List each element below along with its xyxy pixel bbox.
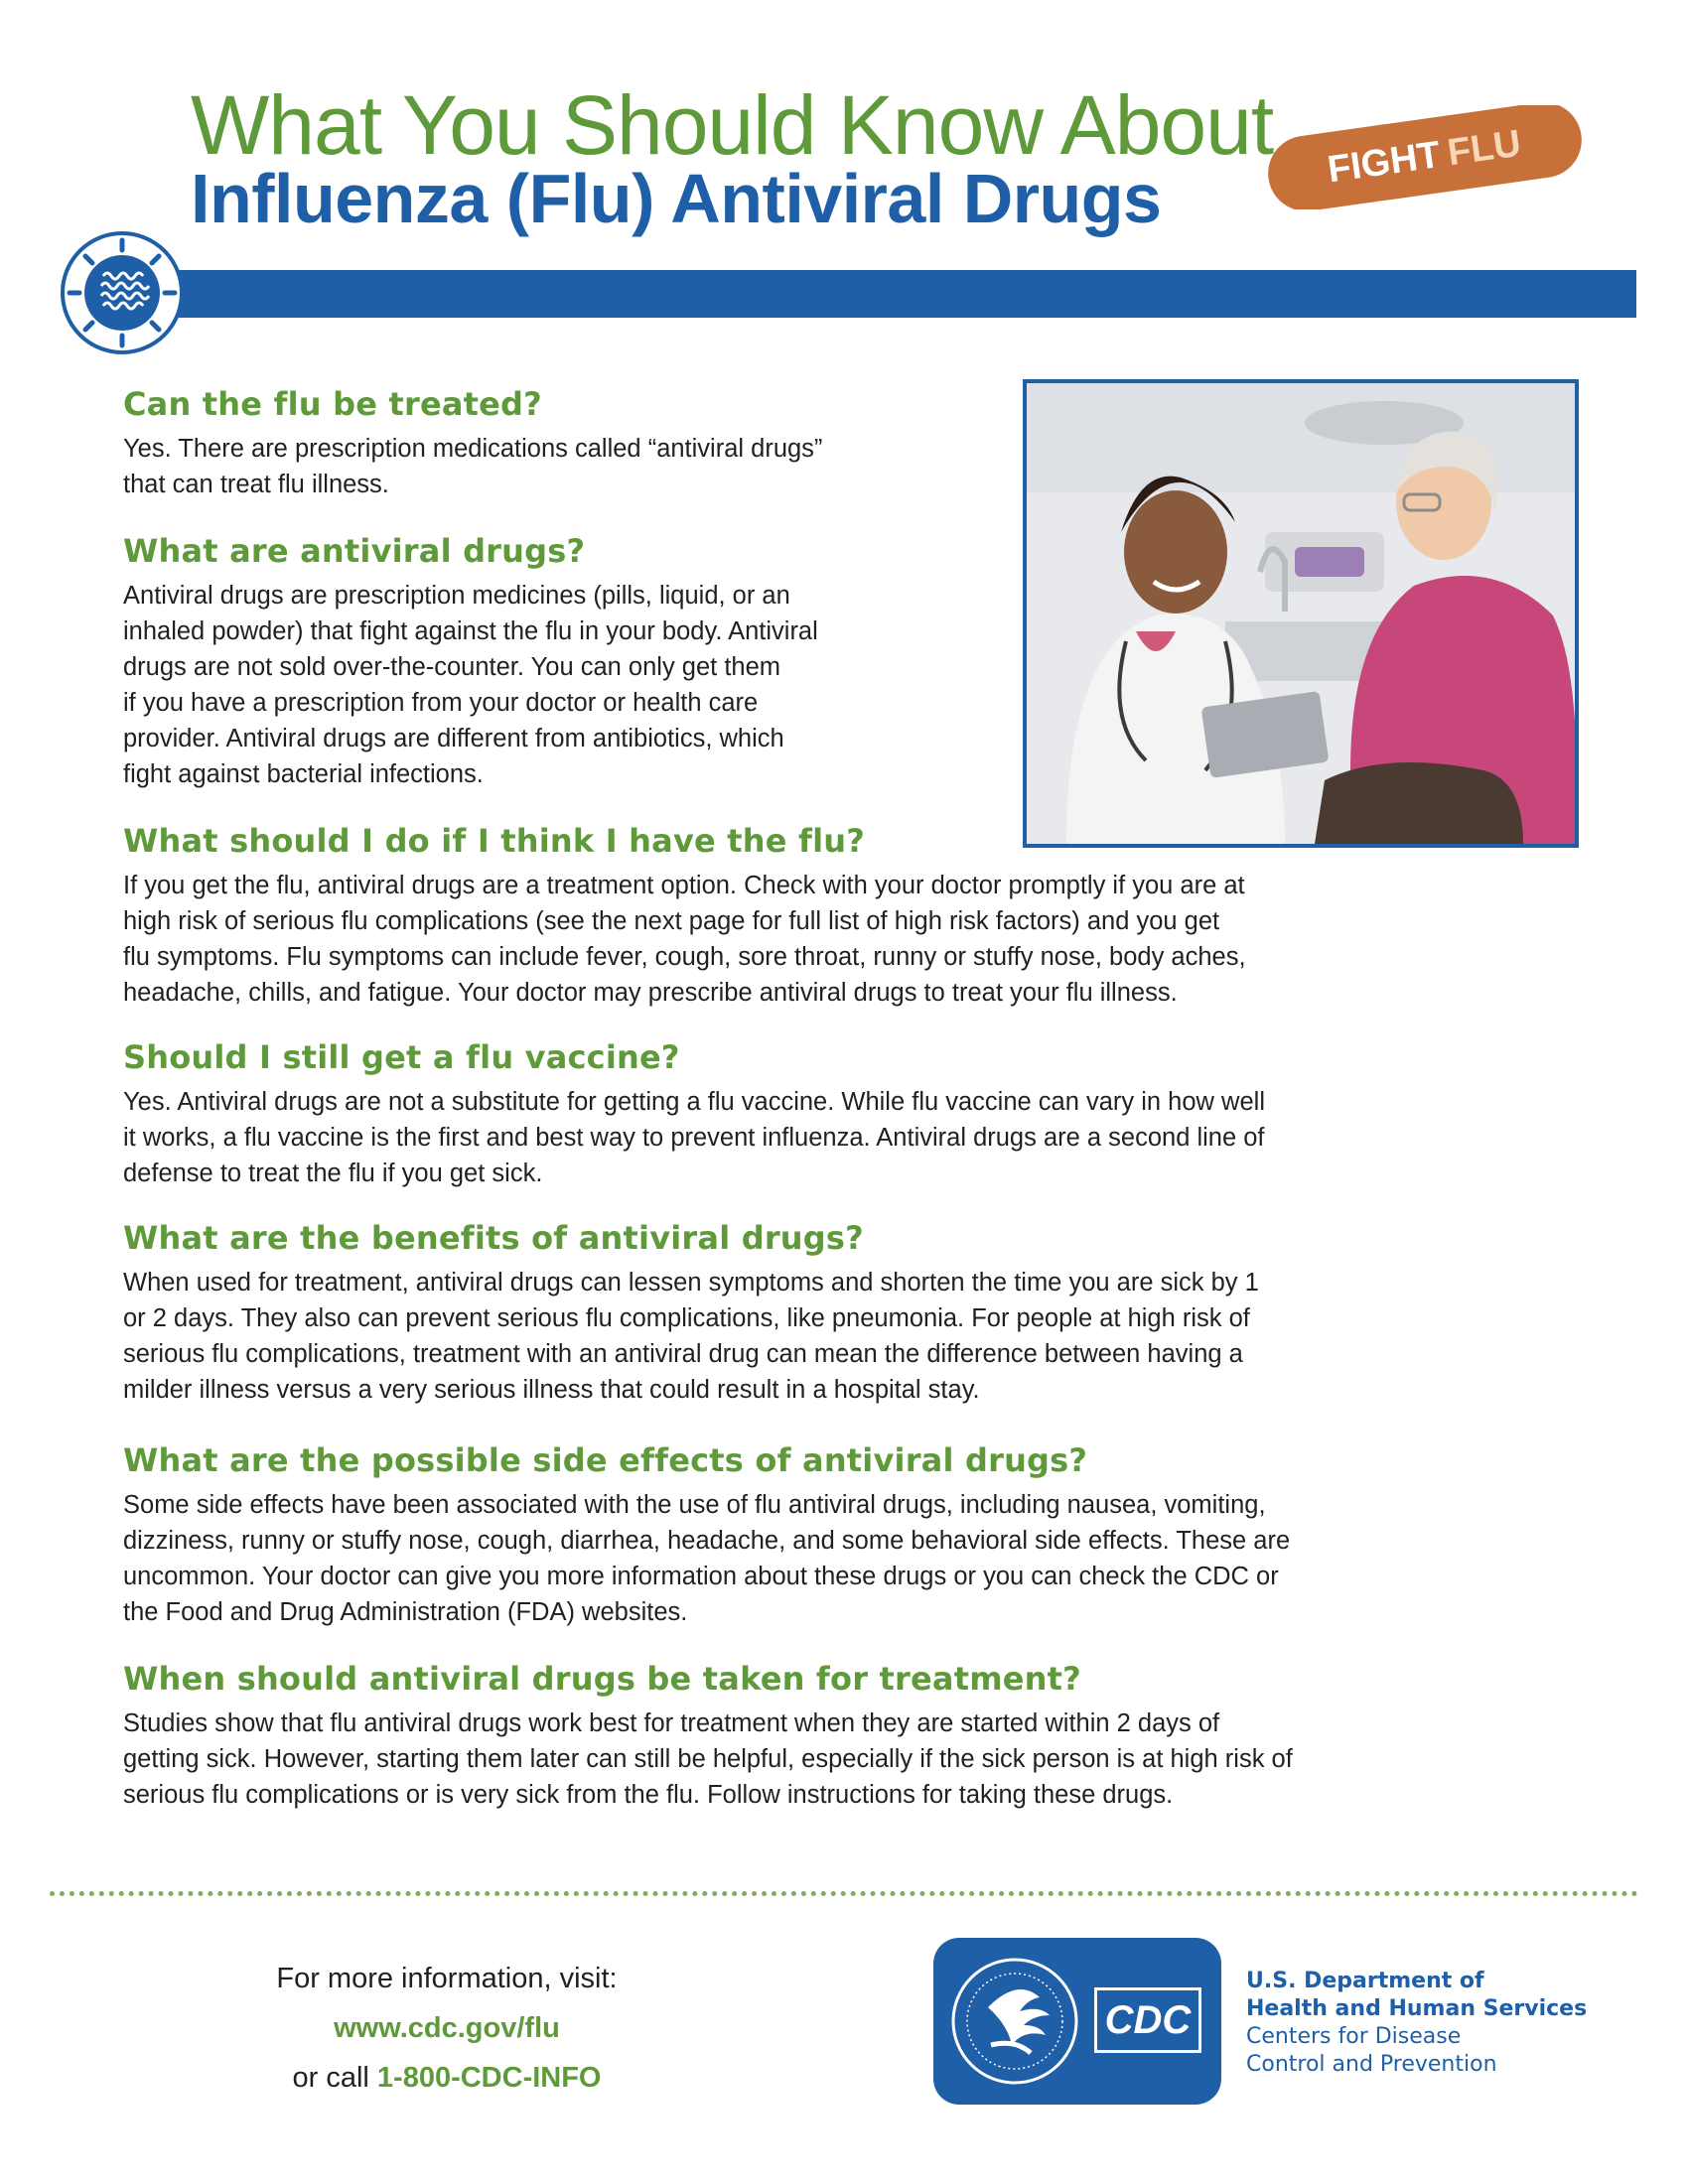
section-question: What are the benefits of antiviral drugs?	[123, 1219, 864, 1257]
section-question: Can the flu be treated?	[123, 385, 542, 423]
call-prefix: or call	[292, 2062, 369, 2094]
section-what-are-antivirals	[123, 532, 818, 792]
section-can-flu-be-treated	[123, 385, 822, 502]
flu-virus-icon	[56, 226, 189, 359]
fight-flu-badge	[1253, 105, 1596, 209]
section-question: When should antiviral drugs be taken for treatment?	[123, 1660, 1081, 1698]
footer-divider	[50, 1891, 1638, 1896]
section-answer: If you get the flu, antiviral drugs are a treatment option. Check with your doctor promptly if you are at high risk of serious flu complications (see the next page for full list of high risk factors) and you get flu symptoms. Flu symptoms can include fever, cough, sore throat, runny or stuffy nose, body aches, headache, chills, and fatigue. Your doctor may prescribe antiviral drugs to treat your flu illness.	[123, 872, 1246, 1007]
phone-number[interactable]: 1-800-CDC-INFO	[376, 2062, 602, 2094]
section-question: What should I do if I think I have the flu?	[123, 822, 866, 860]
section-benefits	[123, 1219, 1259, 1408]
hhs-cdc-wordmark: U.S. Department of Health and Human Services Centers for Disease Control and Prevention	[1246, 1969, 1588, 2077]
title-line-2: Influenza (Flu) Antiviral Drugs	[191, 160, 1162, 237]
header-divider-bar	[139, 270, 1636, 318]
title-line-1: What You Should Know About	[191, 78, 1274, 172]
section-question: What are the possible side effects of antiviral drugs?	[123, 1441, 1088, 1479]
section-question: What are antiviral drugs?	[123, 532, 586, 570]
section-answer: Some side effects have been associated with the use of flu antiviral drugs, including nausea, vomiting, dizziness, runny or stuffy nose, cough, diarrhea, headache, and some behavioral side effects. These are uncommon. Your doctor can give you more information about these drugs or you can check the CDC or the Food and Drug Administration (FDA) websites.	[123, 1491, 1291, 1626]
section-answer: Antiviral drugs are prescription medicines (pills, liquid, or an inhaled powder) that fight against the flu in your body. Antiviral drugs are not sold over-the-counter. You can only get them if you have a prescription from your doctor or health care provider. Antiviral drugs are different from antibiotics, which fight against bacterial infections.	[123, 582, 818, 788]
section-side-effects	[123, 1441, 1290, 1630]
section-answer: Yes. Antiviral drugs are not a substitute for getting a flu vaccine. While flu vaccine can vary in how well it works, a flu vaccine is the first and best way to prevent influenza. Antiviral drugs are a second line of defense to treat the flu if you get sick.	[123, 1088, 1265, 1187]
section-answer: When used for treatment, antiviral drugs can lessen symptoms and shorten the time you are sick by 1 or 2 days. They also can prevent serious flu complications, like pneumonia. For people at high risk of serious flu complications, treatment with an antiviral drug can mean the difference between having a milder illness versus a very serious illness that could result in a hospital stay.	[123, 1269, 1259, 1404]
section-flu-vaccine	[123, 1038, 1265, 1191]
contact-info	[199, 1954, 695, 2103]
section-what-to-do	[123, 822, 1246, 1011]
section-when-to-take	[123, 1660, 1293, 1813]
badge-fight-text: FIGHT	[1325, 133, 1444, 192]
badge-flu-text: FLU	[1445, 122, 1524, 175]
section-answer: Studies show that flu antiviral drugs work best for treatment when they are started within 2 days of getting sick. However, starting them later can still be helpful, especially if the sick person is at high risk of serious flu complications or is very sick from the flu. Follow instructions for taking these drugs.	[123, 1709, 1293, 1809]
cdc-flu-link[interactable]: www.cdc.gov/flu	[334, 2012, 560, 2044]
section-question: Should I still get a flu vaccine?	[123, 1038, 680, 1076]
info-label: For more information, visit:	[276, 1963, 618, 1994]
phone-line	[199, 2053, 695, 2103]
doctor-and-patient-photo	[1023, 379, 1579, 848]
section-answer: Yes. There are prescription medications called “antiviral drugs” that can treat flu illness.	[123, 435, 823, 498]
cdc-logo: CDC	[1094, 1987, 1201, 2053]
hhs-cdc-logo	[933, 1938, 1221, 2105]
